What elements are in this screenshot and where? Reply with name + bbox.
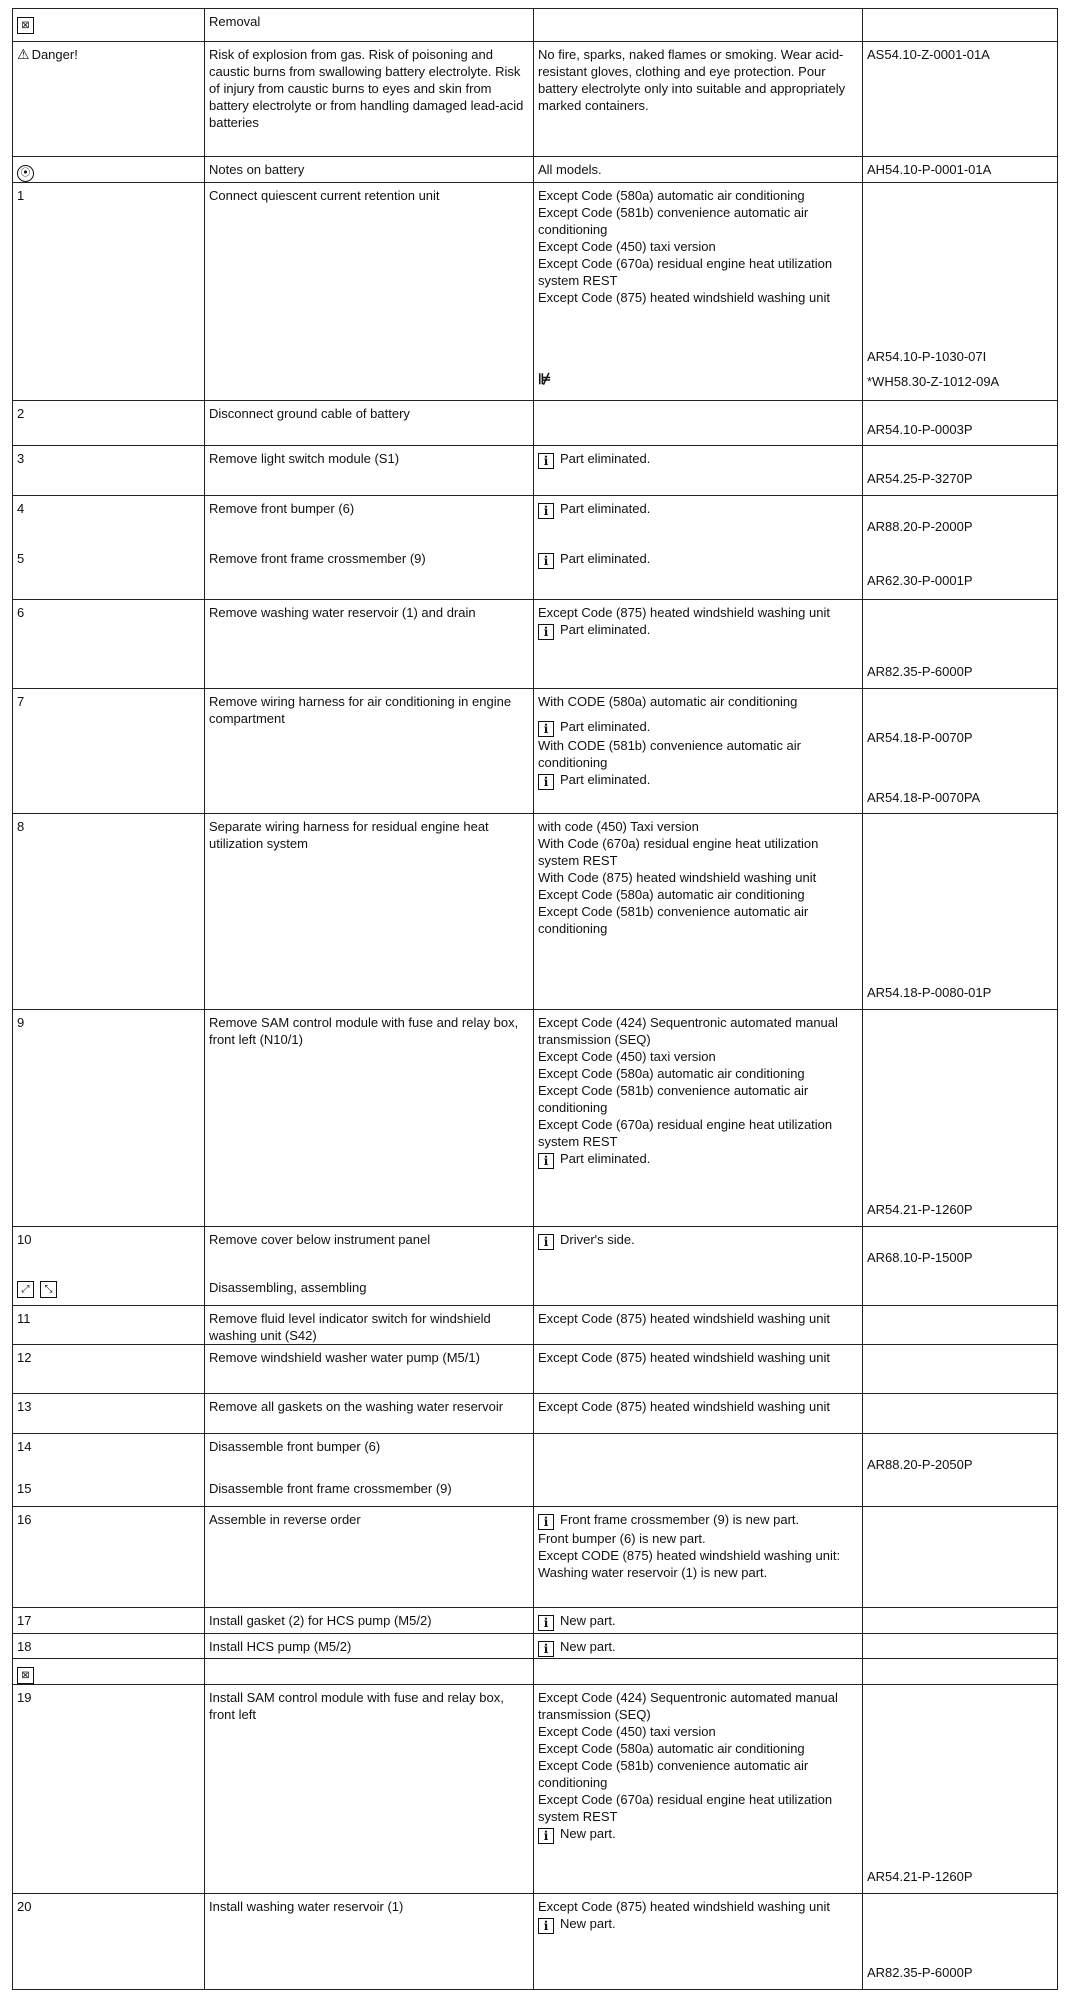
- danger-label: Danger!: [31, 47, 78, 62]
- condition: Except Code (875) heated windshield washing unit: [534, 1394, 863, 1434]
- step-number: 7: [13, 689, 205, 814]
- condition: Except Code (875) heated windshield washing unit: [538, 290, 830, 305]
- step-row: [13, 1894, 1058, 1990]
- note: Part eliminated.: [560, 719, 651, 734]
- installing-icon: ⊠: [17, 1667, 34, 1684]
- condition: with code (450) Taxi version: [538, 819, 699, 834]
- step-task: Install gasket (2) for HCS pump (M5/2): [205, 1608, 534, 1634]
- step-number: 20: [13, 1894, 205, 1990]
- info-icon: i: [538, 1153, 554, 1169]
- note: New part.: [560, 1916, 616, 1931]
- condition: Except Code (580a) automatic air conditioning: [538, 188, 805, 203]
- note-line: Front bumper (6) is new part.: [538, 1531, 706, 1546]
- code-link[interactable]: *WH58.30-Z-1012-09A: [867, 374, 1000, 389]
- step-row: [13, 1010, 1058, 1227]
- note: Part eliminated.: [560, 501, 651, 516]
- condition: Except Code (875) heated windshield washing unit: [538, 605, 830, 620]
- step-number: 1: [13, 183, 205, 401]
- danger-row: [13, 42, 1058, 157]
- removal-icon: ⊠: [17, 17, 34, 34]
- code-link[interactable]: AR54.21-P-1260P: [867, 1869, 973, 1884]
- info-icon: i: [538, 1615, 554, 1631]
- condition: Except Code (581b) convenience automatic air conditioning: [538, 205, 809, 237]
- condition: Except Code (580a) automatic air conditioning: [538, 887, 805, 902]
- code-link[interactable]: AR88.20-P-2050P: [867, 1457, 973, 1472]
- step-task: Remove front bumper (6): [209, 501, 355, 516]
- step-number: 18: [13, 1634, 205, 1659]
- assemble-icon: ⤡: [40, 1281, 57, 1298]
- notes-row: [13, 157, 1058, 183]
- condition: With CODE (580a) automatic air conditioning: [538, 694, 798, 709]
- step-row: [13, 446, 1058, 496]
- step-task: Remove wiring harness for air conditioning in engine compartment: [205, 689, 534, 814]
- step-number: 4: [17, 501, 25, 516]
- code-link[interactable]: AR68.10-P-1500P: [867, 1250, 973, 1265]
- info-icon: i: [538, 774, 554, 790]
- note: New part.: [560, 1613, 616, 1628]
- step-row: [13, 1634, 1058, 1659]
- section-title: [205, 1659, 534, 1685]
- condition: With Code (670a) residual engine heat utilization system REST: [538, 836, 819, 868]
- warning-triangle-icon: ⚠: [17, 46, 30, 62]
- step-task: Install HCS pump (M5/2): [205, 1634, 534, 1659]
- condition: With Code (875) heated windshield washing unit: [538, 870, 817, 885]
- step-task: Disassemble front bumper (6): [209, 1439, 381, 1454]
- info-icon: i: [538, 453, 554, 469]
- code-link[interactable]: AR54.18-P-0070PA: [867, 790, 981, 805]
- step-task: Remove front frame crossmember (9): [209, 551, 426, 566]
- condition: Except Code (581b) convenience automatic air conditioning: [538, 904, 809, 936]
- note: New part.: [560, 1639, 616, 1654]
- notes-label: Notes on battery: [205, 157, 534, 183]
- code-link[interactable]: AR82.35-P-6000P: [867, 664, 973, 679]
- step-row: [13, 1685, 1058, 1894]
- step-task: Disconnect ground cable of battery: [205, 401, 534, 446]
- code-link[interactable]: AR54.10-P-0003P: [867, 422, 973, 437]
- code-link[interactable]: AR54.21-P-1260P: [867, 1202, 973, 1217]
- info-icon: i: [538, 721, 554, 737]
- info-icon: i: [538, 1918, 554, 1934]
- note: Part eliminated.: [560, 1151, 651, 1166]
- condition: Except Code (875) heated windshield washing unit: [534, 1306, 863, 1345]
- code-link[interactable]: AR54.10-P-1030-07I: [867, 349, 987, 364]
- code-link[interactable]: AR54.25-P-3270P: [867, 471, 973, 486]
- note: Part eliminated.: [560, 551, 651, 566]
- special-tool-icon: ⊯: [538, 371, 552, 388]
- step-task: Assemble in reverse order: [205, 1507, 534, 1608]
- note: Part eliminated.: [560, 622, 651, 637]
- step-task: Separate wiring harness for residual engine heat utilization system: [205, 814, 534, 1010]
- step-row: [13, 1608, 1058, 1634]
- danger-risk: Risk of explosion from gas. Risk of poisoning and caustic burns from swallowing battery electrolyte. Risk of injury from caustic burns to eyes and skin from battery electrolyte or from handling damaged lead-acid batteries: [205, 42, 534, 157]
- info-icon: i: [538, 624, 554, 640]
- step-number: 11: [13, 1306, 205, 1345]
- code-link[interactable]: AR82.35-P-6000P: [867, 1965, 973, 1980]
- code-link[interactable]: AR88.20-P-2000P: [867, 519, 973, 534]
- step-task: Remove SAM control module with fuse and relay box, front left (N10/1): [205, 1010, 534, 1227]
- condition: Except Code (450) taxi version: [538, 1724, 716, 1739]
- step-number: 14: [17, 1439, 32, 1454]
- info-icon: i: [538, 1828, 554, 1844]
- step-task: Remove fluid level indicator switch for windshield washing unit (S42): [205, 1306, 534, 1345]
- condition: Except Code (670a) residual engine heat utilization system REST: [538, 1117, 833, 1149]
- condition: Except Code (580a) automatic air conditioning: [538, 1741, 805, 1756]
- battery-notes-icon: ⦿: [17, 165, 34, 182]
- code-link[interactable]: AR54.18-P-0080-01P: [867, 985, 992, 1000]
- step-number: 15: [17, 1481, 32, 1496]
- step-row: [13, 689, 1058, 814]
- step-subtask: Disassembling, assembling: [209, 1280, 367, 1295]
- step-number: 8: [13, 814, 205, 1010]
- step-number: 19: [13, 1685, 205, 1894]
- step-task: Disassemble front frame crossmember (9): [209, 1481, 452, 1496]
- code-link[interactable]: AR62.30-P-0001P: [867, 573, 973, 588]
- condition: Except Code (581b) convenience automatic air conditioning: [538, 1758, 809, 1790]
- step-task: Remove windshield washer water pump (M5/1): [205, 1345, 534, 1394]
- step-row: [13, 1306, 1058, 1345]
- step-task: Connect quiescent current retention unit: [205, 183, 534, 401]
- condition: Except Code (424) Sequentronic automated manual transmission (SEQ): [538, 1015, 838, 1047]
- installing-row: [13, 1659, 1058, 1685]
- step-row: [13, 401, 1058, 446]
- condition: Except Code (450) taxi version: [538, 1049, 716, 1064]
- condition: Except Code (580a) automatic air conditioning: [538, 1066, 805, 1081]
- condition: Except Code (581b) convenience automatic air conditioning: [538, 1083, 809, 1115]
- step-row: [13, 1507, 1058, 1608]
- condition: Except Code (450) taxi version: [538, 239, 716, 254]
- step-number: 12: [13, 1345, 205, 1394]
- step-number: 3: [13, 446, 205, 496]
- notes-scope: All models.: [534, 157, 863, 183]
- step-row: [13, 600, 1058, 689]
- condition: Except Code (424) Sequentronic automated manual transmission (SEQ): [538, 1690, 838, 1722]
- procedure-table: [12, 8, 1058, 1990]
- note: Part eliminated.: [560, 772, 651, 787]
- step-number: 17: [13, 1608, 205, 1634]
- step-row: [13, 814, 1058, 1010]
- step-number: 6: [13, 600, 205, 689]
- condition: Except Code (875) heated windshield washing unit: [538, 1899, 830, 1914]
- step-task: Install washing water reservoir (1): [205, 1894, 534, 1990]
- step-row: [13, 1227, 1058, 1306]
- step-row: [13, 183, 1058, 401]
- notes-code-link[interactable]: AH54.10-P-0001-01A: [867, 162, 992, 177]
- step-number: 10: [17, 1232, 32, 1247]
- step-task: Remove all gaskets on the washing water reservoir: [205, 1394, 534, 1434]
- note: Part eliminated.: [560, 451, 651, 466]
- step-number: 16: [13, 1507, 205, 1608]
- info-icon: i: [538, 1234, 554, 1250]
- condition: Except Code (670a) residual engine heat utilization system REST: [538, 256, 833, 288]
- condition: With CODE (581b) convenience automatic air conditioning: [538, 738, 802, 770]
- step-task: Remove washing water reservoir (1) and drain: [205, 600, 534, 689]
- step-task: Install SAM control module with fuse and relay box, front left: [205, 1685, 534, 1894]
- step-task: Remove cover below instrument panel: [209, 1232, 431, 1247]
- section-title: Removal: [205, 9, 534, 42]
- danger-measures: No fire, sparks, naked flames or smoking. Wear acid-resistant gloves, clothing and eye protection. Pour battery electrolyte only into suitable and appropriately marked containers.: [534, 42, 863, 157]
- info-icon: i: [538, 1641, 554, 1657]
- condition: Except Code (670a) residual engine heat utilization system REST: [538, 1792, 833, 1824]
- step-task: Remove light switch module (S1): [205, 446, 534, 496]
- note: Driver's side.: [560, 1232, 635, 1247]
- step-number: 5: [17, 551, 25, 566]
- code-link[interactable]: AR54.18-P-0070P: [867, 730, 973, 745]
- note-line: Except CODE (875) heated windshield washing unit: Washing water reservoir (1) is new part.: [538, 1548, 841, 1580]
- info-icon: i: [538, 503, 554, 519]
- step-row: [13, 1394, 1058, 1434]
- step-row: [13, 1434, 1058, 1507]
- info-icon: i: [538, 553, 554, 569]
- step-row: [13, 496, 1058, 600]
- info-icon: i: [538, 1514, 554, 1530]
- step-number: 2: [13, 401, 205, 446]
- removal-row: [13, 9, 1058, 42]
- step-number: 9: [13, 1010, 205, 1227]
- condition: Except Code (875) heated windshield washing unit: [534, 1345, 863, 1394]
- step-row: [13, 1345, 1058, 1394]
- step-number: 13: [13, 1394, 205, 1434]
- disassemble-icon: ⤢: [17, 1281, 34, 1298]
- note: Front frame crossmember (9) is new part.: [560, 1512, 800, 1527]
- note: New part.: [560, 1826, 616, 1841]
- danger-code-link[interactable]: AS54.10-Z-0001-01A: [867, 47, 990, 62]
